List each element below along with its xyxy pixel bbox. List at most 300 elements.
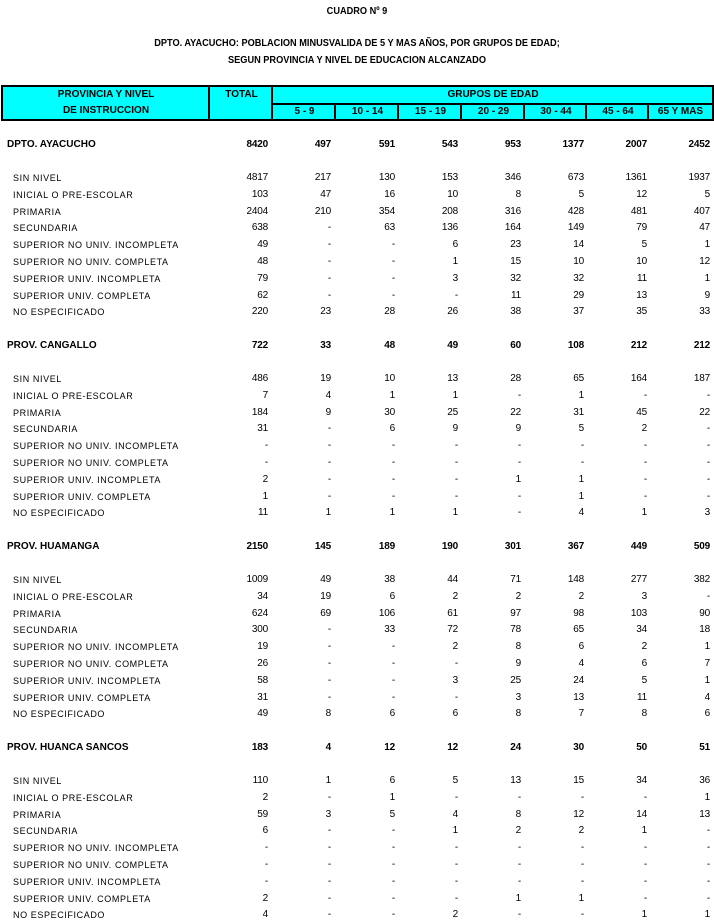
- cell-45-64: -: [643, 390, 647, 401]
- header-province-line2: DE INSTRUCCION: [62, 105, 150, 116]
- cell-20-29: 1: [515, 893, 521, 904]
- table-row: [0, 874, 714, 890]
- cell-45-64: 11: [637, 273, 647, 284]
- cell-45-64: -: [643, 859, 647, 870]
- cell-20-29: 1: [515, 474, 521, 485]
- cell-15-19: 208: [441, 206, 458, 217]
- cell-10-14: -: [391, 474, 395, 485]
- row-label: SECUNDARIA: [13, 223, 79, 233]
- cell-30-44: 428: [567, 206, 584, 217]
- cell-5-9: -: [327, 692, 331, 703]
- cell-65-mas: 3: [704, 507, 710, 518]
- table-row: [0, 489, 714, 505]
- cell-total: 2: [262, 474, 268, 485]
- cell-30-44: 1: [578, 474, 584, 485]
- row-label: PRIMARIA: [13, 207, 62, 217]
- cell-15-19: 1: [452, 507, 458, 518]
- cell-30-44: 24: [573, 675, 584, 686]
- cell-65-mas: 212: [693, 340, 710, 351]
- cell-65-mas: 407: [693, 206, 710, 217]
- cell-5-9: 1: [325, 507, 331, 518]
- cell-45-64: 45: [636, 407, 647, 418]
- cell-10-14: 12: [384, 742, 395, 753]
- cell-20-29: 3: [515, 692, 521, 703]
- row-label: INICIAL O PRE-ESCOLAR: [13, 793, 134, 803]
- cell-65-mas: -: [706, 859, 710, 870]
- cell-15-19: 153: [441, 172, 458, 183]
- cell-5-9: 4: [325, 390, 331, 401]
- table-row: [0, 505, 714, 521]
- header-age-groups: GRUPOS DE EDAD: [447, 89, 539, 100]
- row-label: PRIMARIA: [13, 810, 62, 820]
- section-total-row: [0, 338, 714, 354]
- cell-20-29: 11: [511, 290, 521, 301]
- cell-total: -: [264, 440, 268, 451]
- cell-30-44: 1: [578, 491, 584, 502]
- cell-10-14: 5: [389, 809, 395, 820]
- cell-20-29: 316: [504, 206, 521, 217]
- row-label: SUPERIOR NO UNIV. COMPLETA: [13, 659, 169, 669]
- cell-15-19: -: [454, 893, 458, 904]
- cell-5-9: -: [327, 474, 331, 485]
- cell-15-19: 49: [447, 340, 458, 351]
- cell-65-mas: 2452: [688, 139, 710, 150]
- cell-30-44: 5: [578, 423, 584, 434]
- cell-20-29: 15: [510, 256, 521, 267]
- cell-30-44: 2: [578, 591, 584, 602]
- row-label: NO ESPECIFICADO: [13, 508, 106, 518]
- cell-5-9: 497: [314, 139, 331, 150]
- header-age-group: 30 - 44: [540, 106, 572, 117]
- cell-45-64: 8: [641, 708, 647, 719]
- cell-5-9: -: [327, 290, 331, 301]
- cell-15-19: -: [454, 440, 458, 451]
- cell-45-64: 1361: [625, 172, 647, 183]
- cell-10-14: 1: [389, 390, 395, 401]
- table-row: [0, 891, 714, 907]
- header-divider: [523, 103, 525, 119]
- cell-15-19: -: [454, 491, 458, 502]
- cell-45-64: 103: [630, 608, 647, 619]
- cell-10-14: 189: [378, 541, 395, 552]
- section-total-row: [0, 740, 714, 756]
- header-divider: [397, 103, 399, 119]
- cell-20-29: 13: [510, 775, 521, 786]
- table-row: [0, 907, 714, 923]
- cell-20-29: 164: [504, 222, 521, 233]
- cell-65-mas: -: [706, 893, 710, 904]
- cell-5-9: 8: [325, 708, 331, 719]
- cell-15-19: 10: [447, 189, 458, 200]
- cell-30-44: 37: [573, 306, 584, 317]
- row-label: SIN NIVEL: [13, 374, 62, 384]
- cell-45-64: 34: [636, 624, 647, 635]
- table-row: [0, 706, 714, 722]
- cell-45-64: 11: [637, 692, 647, 703]
- cell-20-29: 9: [515, 658, 521, 669]
- table-row: [0, 857, 714, 873]
- table-row: [0, 405, 714, 421]
- cell-5-9: 69: [320, 608, 331, 619]
- cell-45-64: 2: [641, 423, 647, 434]
- table-row: [0, 589, 714, 605]
- row-label: SUPERIOR NO UNIV. INCOMPLETA: [13, 843, 179, 853]
- cell-15-19: -: [454, 658, 458, 669]
- cell-65-mas: 382: [693, 574, 710, 585]
- cell-30-44: 98: [573, 608, 584, 619]
- cell-10-14: 38: [384, 574, 395, 585]
- cell-20-29: 8: [515, 641, 521, 652]
- cell-30-44: 7: [578, 708, 584, 719]
- cell-30-44: 148: [567, 574, 584, 585]
- table-row: [0, 639, 714, 655]
- cell-65-mas: 5: [704, 189, 710, 200]
- header-divider: [208, 87, 210, 119]
- table-row: [0, 840, 714, 856]
- cell-total: 1009: [246, 574, 268, 585]
- cell-65-mas: -: [706, 491, 710, 502]
- header-total: TOTAL: [225, 89, 258, 100]
- cell-5-9: -: [327, 675, 331, 686]
- cell-total: -: [264, 842, 268, 853]
- row-label: SUPERIOR UNIV. COMPLETA: [13, 291, 151, 301]
- cell-20-29: 78: [510, 624, 521, 635]
- cell-10-14: 63: [384, 222, 395, 233]
- cell-20-29: 953: [504, 139, 521, 150]
- cell-30-44: -: [580, 457, 584, 468]
- cell-15-19: 136: [441, 222, 458, 233]
- cell-total: 31: [257, 692, 268, 703]
- cell-45-64: 277: [630, 574, 647, 585]
- header-divider: [334, 103, 336, 119]
- cell-total: -: [264, 859, 268, 870]
- table-row: [0, 388, 714, 404]
- section-name: PROV. HUANCA SANCOS: [7, 742, 129, 753]
- cell-total: 49: [257, 239, 268, 250]
- cell-45-64: 13: [636, 290, 647, 301]
- cell-5-9: -: [327, 825, 331, 836]
- cell-total: 11: [258, 507, 268, 518]
- row-label: SIN NIVEL: [13, 575, 62, 585]
- cell-total: 2: [262, 792, 268, 803]
- cell-15-19: 25: [447, 407, 458, 418]
- cell-20-29: 23: [510, 239, 521, 250]
- cell-10-14: 6: [389, 423, 395, 434]
- cell-10-14: -: [391, 909, 395, 920]
- cell-45-64: 5: [641, 239, 647, 250]
- cell-30-44: 149: [567, 222, 584, 233]
- cell-10-14: 106: [378, 608, 395, 619]
- cell-20-29: 60: [510, 340, 521, 351]
- cell-65-mas: 36: [699, 775, 710, 786]
- cell-5-9: -: [327, 876, 331, 887]
- cell-30-44: 673: [567, 172, 584, 183]
- cell-5-9: 4: [325, 742, 331, 753]
- cell-15-19: -: [454, 290, 458, 301]
- cell-10-14: 33: [384, 624, 395, 635]
- cell-10-14: -: [391, 491, 395, 502]
- cell-10-14: 30: [384, 407, 395, 418]
- cell-45-64: 2007: [625, 139, 647, 150]
- cell-65-mas: -: [706, 474, 710, 485]
- cell-20-29: 8: [515, 189, 521, 200]
- cell-45-64: -: [643, 893, 647, 904]
- row-label: SECUNDARIA: [13, 424, 79, 434]
- cell-65-mas: 18: [699, 624, 710, 635]
- cell-45-64: 2: [641, 641, 647, 652]
- cell-20-29: 2: [515, 825, 521, 836]
- row-label: INICIAL O PRE-ESCOLAR: [13, 391, 134, 401]
- header-age-group: 45 - 64: [602, 106, 634, 117]
- row-label: SUPERIOR NO UNIV. COMPLETA: [13, 458, 169, 468]
- row-label: SUPERIOR NO UNIV. INCOMPLETA: [13, 642, 179, 652]
- cell-5-9: 19: [320, 591, 331, 602]
- cell-5-9: 19: [320, 373, 331, 384]
- cell-65-mas: 22: [699, 407, 710, 418]
- cell-30-44: 15: [573, 775, 584, 786]
- cell-5-9: -: [327, 239, 331, 250]
- cell-30-44: -: [580, 842, 584, 853]
- cell-10-14: -: [391, 457, 395, 468]
- cell-20-29: 38: [510, 306, 521, 317]
- cell-30-44: 367: [567, 541, 584, 552]
- cell-65-mas: 47: [699, 222, 710, 233]
- cell-10-14: -: [391, 256, 395, 267]
- cell-30-44: -: [580, 440, 584, 451]
- cell-15-19: -: [454, 842, 458, 853]
- cell-65-mas: 51: [699, 742, 710, 753]
- cell-5-9: 217: [314, 172, 331, 183]
- cell-15-19: 9: [452, 423, 458, 434]
- cell-10-14: 6: [389, 775, 395, 786]
- cell-30-44: 65: [573, 624, 584, 635]
- cell-30-44: -: [580, 792, 584, 803]
- cell-total: 103: [251, 189, 268, 200]
- cell-20-29: -: [517, 457, 521, 468]
- cell-20-29: -: [517, 876, 521, 887]
- cell-5-9: -: [327, 842, 331, 853]
- table-title-line2: SEGUN PROVINCIA Y NIVEL DE EDUCACION ALCANZADO: [228, 55, 486, 66]
- cell-10-14: 1: [389, 507, 395, 518]
- cell-total: -: [264, 876, 268, 887]
- cell-20-29: 32: [510, 273, 521, 284]
- table-row: [0, 204, 714, 220]
- cell-10-14: -: [391, 876, 395, 887]
- cell-65-mas: 4: [704, 692, 710, 703]
- cell-65-mas: -: [706, 825, 710, 836]
- row-label: SIN NIVEL: [13, 173, 62, 183]
- cell-30-44: 4: [578, 507, 584, 518]
- cell-45-64: -: [643, 491, 647, 502]
- cell-30-44: 65: [573, 373, 584, 384]
- cell-5-9: 1: [325, 775, 331, 786]
- row-label: SUPERIOR NO UNIV. INCOMPLETA: [13, 240, 179, 250]
- cell-20-29: -: [517, 859, 521, 870]
- row-label: SUPERIOR UNIV. INCOMPLETA: [13, 274, 162, 284]
- cell-10-14: -: [391, 239, 395, 250]
- cell-15-19: 44: [447, 574, 458, 585]
- cell-10-14: -: [391, 825, 395, 836]
- cell-20-29: 2: [515, 591, 521, 602]
- cell-65-mas: 1: [704, 909, 710, 920]
- table-row: [0, 237, 714, 253]
- cell-15-19: -: [454, 692, 458, 703]
- row-label: SUPERIOR UNIV. COMPLETA: [13, 693, 151, 703]
- cell-45-64: 5: [641, 675, 647, 686]
- header-age-group: 15 - 19: [414, 106, 447, 117]
- table-row: [0, 773, 714, 789]
- cell-30-44: 1377: [562, 139, 584, 150]
- table-row: [0, 673, 714, 689]
- cell-15-19: 2: [452, 909, 458, 920]
- table-row: [0, 622, 714, 638]
- cell-total: 220: [251, 306, 268, 317]
- row-label: SUPERIOR UNIV. INCOMPLETA: [13, 475, 162, 485]
- cell-20-29: 97: [510, 608, 521, 619]
- table-row: [0, 455, 714, 471]
- cell-65-mas: 13: [699, 809, 710, 820]
- cell-45-64: 12: [636, 189, 647, 200]
- cell-45-64: 10: [636, 256, 647, 267]
- table-row: [0, 472, 714, 488]
- cell-15-19: 6: [452, 239, 458, 250]
- section-name: DPTO. AYACUCHO: [7, 139, 96, 150]
- cell-10-14: -: [391, 859, 395, 870]
- cell-20-29: -: [517, 440, 521, 451]
- cell-15-19: 61: [447, 608, 458, 619]
- cell-65-mas: -: [706, 423, 710, 434]
- cell-10-14: 10: [384, 373, 395, 384]
- cell-65-mas: 1: [704, 641, 710, 652]
- cell-10-14: 6: [389, 591, 395, 602]
- cell-5-9: -: [327, 222, 331, 233]
- cell-15-19: 3: [452, 273, 458, 284]
- cell-5-9: -: [327, 641, 331, 652]
- cell-30-44: 4: [578, 658, 584, 669]
- cell-20-29: 301: [504, 541, 521, 552]
- cell-total: 183: [251, 742, 268, 753]
- row-label: INICIAL O PRE-ESCOLAR: [13, 190, 134, 200]
- table-row: [0, 438, 714, 454]
- cell-15-19: 1: [452, 390, 458, 401]
- cell-total: 300: [251, 624, 268, 635]
- cell-total: 638: [251, 222, 268, 233]
- row-label: PRIMARIA: [13, 609, 62, 619]
- cell-20-29: 9: [515, 423, 521, 434]
- cell-15-19: 1: [452, 256, 458, 267]
- cell-total: 79: [257, 273, 268, 284]
- cell-45-64: 35: [636, 306, 647, 317]
- row-label: SUPERIOR UNIV. COMPLETA: [13, 894, 151, 904]
- table-row: [0, 790, 714, 806]
- table-row: [0, 807, 714, 823]
- cell-total: 49: [257, 708, 268, 719]
- cell-45-64: -: [643, 457, 647, 468]
- cell-30-44: 5: [578, 189, 584, 200]
- cell-65-mas: 1937: [688, 172, 710, 183]
- cell-45-64: 3: [641, 591, 647, 602]
- row-label: SUPERIOR UNIV. COMPLETA: [13, 492, 151, 502]
- cell-5-9: 33: [320, 340, 331, 351]
- row-label: SUPERIOR NO UNIV. COMPLETA: [13, 860, 169, 870]
- cell-45-64: -: [643, 440, 647, 451]
- cell-30-44: 108: [567, 340, 584, 351]
- cell-10-14: -: [391, 842, 395, 853]
- cell-total: 110: [252, 775, 268, 786]
- cell-total: 19: [257, 641, 268, 652]
- row-label: SUPERIOR NO UNIV. COMPLETA: [13, 257, 169, 267]
- header-age-group: 5 - 9: [294, 106, 315, 117]
- cell-10-14: -: [391, 290, 395, 301]
- cell-10-14: 48: [384, 340, 395, 351]
- cell-20-29: 22: [510, 407, 521, 418]
- cell-15-19: -: [454, 876, 458, 887]
- table-row: [0, 606, 714, 622]
- cell-total: 624: [251, 608, 268, 619]
- cell-30-44: 30: [573, 742, 584, 753]
- cell-30-44: 12: [573, 809, 584, 820]
- cell-15-19: 190: [441, 541, 458, 552]
- cell-10-14: 1: [389, 792, 395, 803]
- cell-45-64: -: [643, 792, 647, 803]
- table-header: [1, 85, 714, 121]
- cell-30-44: 1: [578, 390, 584, 401]
- cell-20-29: 25: [510, 675, 521, 686]
- cell-30-44: 1: [578, 893, 584, 904]
- cell-5-9: -: [327, 423, 331, 434]
- cell-10-14: 130: [378, 172, 395, 183]
- cell-30-44: 13: [573, 692, 584, 703]
- cell-total: 486: [251, 373, 268, 384]
- cell-20-29: -: [517, 909, 521, 920]
- cell-30-44: 29: [573, 290, 584, 301]
- cell-5-9: -: [327, 491, 331, 502]
- section-name: PROV. HUAMANGA: [7, 541, 100, 552]
- cell-total: 58: [257, 675, 268, 686]
- table-row: [0, 220, 714, 236]
- cell-65-mas: 6: [704, 708, 710, 719]
- cell-20-29: 24: [510, 742, 521, 753]
- cell-30-44: 31: [573, 407, 584, 418]
- cell-20-29: 71: [510, 574, 521, 585]
- header-age-group: 20 - 29: [477, 106, 510, 117]
- cell-total: 4: [262, 909, 268, 920]
- cell-10-14: 16: [384, 189, 395, 200]
- cell-20-29: -: [517, 792, 521, 803]
- table-row: [0, 187, 714, 203]
- cell-45-64: 449: [630, 541, 647, 552]
- cell-15-19: -: [454, 792, 458, 803]
- cell-15-19: 2: [452, 591, 458, 602]
- cell-5-9: -: [327, 273, 331, 284]
- cell-5-9: -: [327, 658, 331, 669]
- cell-45-64: -: [643, 474, 647, 485]
- cell-65-mas: 509: [693, 541, 710, 552]
- cell-65-mas: 187: [693, 373, 710, 384]
- row-label: NO ESPECIFICADO: [13, 709, 106, 719]
- cell-45-64: 34: [636, 775, 647, 786]
- cell-45-64: 79: [636, 222, 647, 233]
- cell-30-44: -: [580, 876, 584, 887]
- cell-total: 2404: [246, 206, 268, 217]
- table-row: [0, 170, 714, 186]
- cell-5-9: 210: [314, 206, 331, 217]
- table-row: [0, 690, 714, 706]
- cell-65-mas: 12: [699, 256, 710, 267]
- table-row: [0, 823, 714, 839]
- cell-45-64: 6: [641, 658, 647, 669]
- cell-10-14: -: [391, 273, 395, 284]
